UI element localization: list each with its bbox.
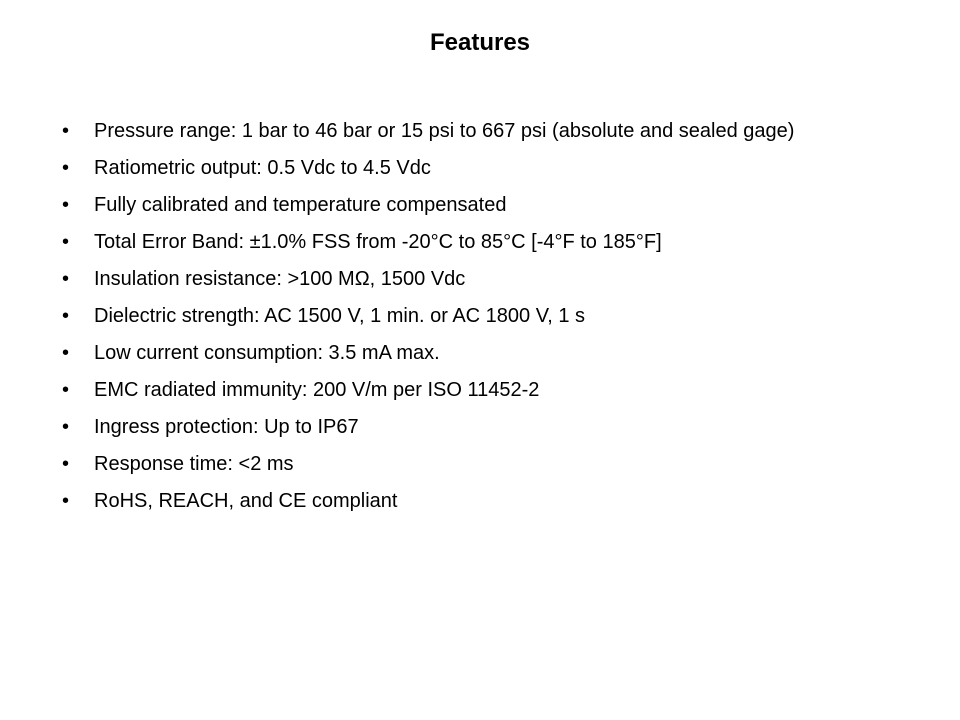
- feature-item: [62, 193, 882, 217]
- feature-text: Dielectric strength: AC 1500 V, 1 min. or AC 1800 V, 1 s: [94, 305, 586, 327]
- feature-item: [62, 489, 882, 513]
- feature-item: [62, 230, 882, 254]
- feature-text: Insulation resistance: >100 MΩ, 1500 Vdc: [94, 268, 466, 290]
- slide-title: Features: [429, 29, 531, 56]
- bullet-icon: •: [62, 157, 70, 179]
- feature-list: [62, 119, 882, 526]
- feature-text: Ratiometric output: 0.5 Vdc to 4.5 Vdc: [94, 157, 431, 179]
- feature-item: [62, 415, 882, 439]
- feature-text: EMC radiated immunity: 200 V/m per ISO 11452-2: [94, 379, 540, 401]
- bullet-icon: •: [62, 342, 70, 364]
- bullet-icon: •: [62, 268, 70, 290]
- feature-text: Response time: <2 ms: [94, 453, 294, 475]
- feature-text: Total Error Band: ±1.0% FSS from -20°C to 85°C [-4°F to 185°F]: [94, 231, 662, 253]
- feature-item: [62, 341, 882, 365]
- bullet-icon: •: [62, 305, 70, 327]
- bullet-icon: •: [62, 416, 70, 438]
- feature-item: [62, 304, 882, 328]
- feature-text: RoHS, REACH, and CE compliant: [94, 490, 398, 512]
- bullet-icon: •: [62, 379, 70, 401]
- feature-item: [62, 267, 882, 291]
- bullet-icon: •: [62, 453, 70, 475]
- feature-text: Ingress protection: Up to IP67: [94, 416, 359, 438]
- bullet-icon: •: [62, 120, 70, 142]
- bullet-icon: •: [62, 194, 70, 216]
- feature-item: [62, 452, 882, 476]
- feature-text: Low current consumption: 3.5 mA max.: [94, 342, 440, 364]
- feature-item: [62, 378, 882, 402]
- feature-text: Pressure range: 1 bar to 46 bar or 15 psi to 667 psi (absolute and sealed gage): [94, 120, 795, 142]
- feature-text: Fully calibrated and temperature compensated: [94, 194, 507, 216]
- feature-item: [62, 156, 882, 180]
- bullet-icon: •: [62, 231, 70, 253]
- bullet-icon: •: [62, 490, 70, 512]
- feature-item: [62, 119, 882, 143]
